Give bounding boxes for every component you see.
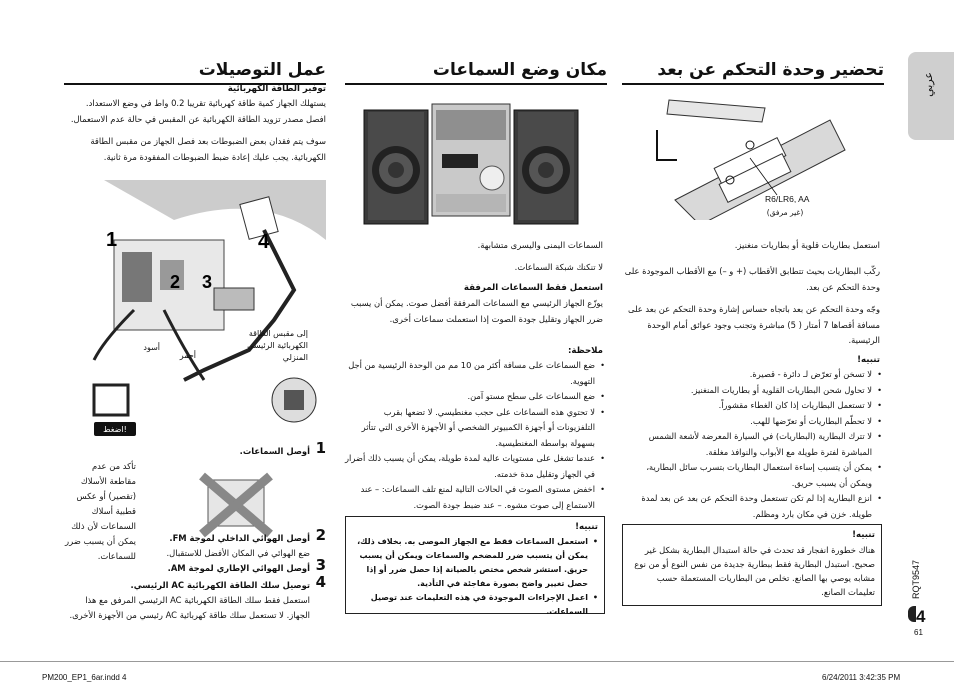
step-3 xyxy=(64,556,326,576)
step-4 xyxy=(64,573,326,623)
page-code: RQT9547 xyxy=(911,560,921,600)
speaker-heading: مكان وضع السماعات xyxy=(345,60,607,85)
step-number: 3 xyxy=(315,556,326,574)
list-item: • يمكن أن يتسبب إساءة استعمال البطاريات بتسرب سائل البطارية، ويمكن أن يسبب حريق. xyxy=(622,460,872,491)
speaker-p1: السماعات اليمنى واليسرى متشابهة. xyxy=(477,240,603,250)
stereo-system-illustration xyxy=(350,94,600,230)
list-item: • لا تترك البطارية (البطاريات) في السيارة المعرضة لأشعة الشمس المباشرة لفترة طويلة مع الأبواب والنوافذ مغلقة. xyxy=(622,429,872,460)
connections-diagram xyxy=(64,180,326,440)
remote-battery-illustration xyxy=(645,90,855,220)
list-item: • ضع السماعات على مسافة أكثر من 10 مم من الوحدة الرئيسية من أجل التهوية. xyxy=(345,358,595,389)
remote-para1: استعمل بطاريات قلوية أو بطاريات منغنيز. xyxy=(734,240,880,250)
list-item: • انزع البطارية إذا لم تكن تستعمل وحدة التحكم عن بعد عن بعد لمدة طويلة. خزن في مكان بارد ومظلم. xyxy=(622,491,872,522)
remote-heading: تحضير وحدة التحكم عن بعد xyxy=(622,60,884,85)
speaker-sub: استعمل فقط السماعات المرفقة xyxy=(463,283,603,293)
step-number: 2 xyxy=(315,526,326,544)
list-item: • استعمل السماعات فقط مع الجهاز الموصى به. بخلاف ذلك، يمكن أن يتسبب ضرر للمضخم والسماعات ويمكن أن يسبب حريق. استشر شخص مختص بالصيانة إذا حصل ضرر أو إذا حصل تغيير واضح بصورة مفاجئة في التأدية. xyxy=(346,535,588,591)
connections-heading: عمل التوصيلات xyxy=(64,60,326,85)
diagram-num-4: 4 xyxy=(258,231,270,253)
speaker-caution-title: تنبيه! xyxy=(575,522,598,532)
diagram-num-2: 2 xyxy=(170,272,181,292)
step-text: استعمل فقط سلك الطاقة الكهربائية AC الرئيسي المرفق مع هذا الجهاز. لا تستعمل سلك طاقة كهربائية AC رئيسي من الأجهزة الأخرى. xyxy=(69,595,310,620)
remote-para3: وجّه وحدة التحكم عن بعد باتجاه حساس إشارة وحدة التحكم عن بعد على مسافة أقصاها 7 أمتار ( 5) مباشرة وتجنب وجود عوائق أمام الوحدة الرئيسية. xyxy=(627,304,880,345)
remote-para2: ركّب البطاريات بحيث تتطابق الأقطاب (+ و –) مع الأقطاب الموجودة على وحدة التحكم عن بعد. xyxy=(624,266,880,292)
step-number: 1 xyxy=(315,439,326,457)
step-title: أوصل الهوائي الإطاري لموجة AM. xyxy=(167,563,310,573)
speaker-p3: يوزّع الجهاز الرئيسي مع السماعات المرفقة أفضل صوت. يمكن أن يسبب ضرر الجهاز وتقليل جودة الصوت إذا استعملت سماعات أخرى. xyxy=(350,298,603,324)
page-marker xyxy=(908,606,916,622)
section-tab-label: عربي xyxy=(922,72,935,97)
remote-note-title: تنبيه! xyxy=(857,355,880,365)
black-label: أسود xyxy=(143,343,160,352)
footer-file: PM200_EP1_6ar.indd 4 xyxy=(42,673,127,682)
remote-caution-box xyxy=(622,524,882,606)
list-item: • لا تحتوي هذه السماعات على حجب مغنطيسي. لا تضعها بقرب التلفزيونات أو أجهزة الكمبيوتر الشخصي أو الأجهزة الأخرى التي تتأثر بسهولة بواسطة المغنطيسية. xyxy=(345,405,595,452)
remote-caution-text: هناك خطورة انفجار قد تحدث في حالة استبدال البطارية بشكل غير صحيح. استبدل البطارية فقط ببطارية جديدة من نفس النوع أو من نوع مشابه يوصي بها الصانع. تخلص من البطاريات المستعملة حسب تعليمات الصانع. xyxy=(634,545,875,597)
footer-datetime: 6/24/2011 3:42:35 PM xyxy=(822,673,901,682)
list-item: • لا تحاول شحن البطاريات القلوية أو بطاريات المنغنيز. xyxy=(622,383,872,399)
mains-label: إلى مقبس الطاقة الكهربائية الرئيسي المنزلي xyxy=(247,329,308,362)
list-item: • لا تسخن أو تعرّض لـ دائرة - قصيرة. xyxy=(622,367,872,383)
click-label: اضغط! xyxy=(103,425,127,434)
step-text: ضع الهوائي في المكان الأفضل للاستقبال. xyxy=(166,548,310,558)
section-tab xyxy=(908,52,954,140)
remote-notes xyxy=(622,367,883,522)
battery-label: R6/LR6, AA xyxy=(765,194,810,204)
connections-p1: يستهلك الجهاز كمية طاقة كهربائية تقريبا 0.2 واط في وضع الاستعداد. افصل مصدر تزويد الطاقة الكهربائية عن المقبس في حالة عدم الاستعمال. xyxy=(70,98,326,124)
step-title: أوصل السماعات. xyxy=(239,446,310,456)
list-item: • اعمل الإجراءات الموجودة في هذه التعليمات عند توصيل السماعات. xyxy=(346,591,588,619)
step-title: أوصل الهوائي الداخلي لموجة FM. xyxy=(169,533,310,543)
connections-p2: سوف يتم فقدان بعض الضبوطات بعد فصل الجهاز من مقبس الطاقة الكهربائية. يجب عليك إعادة ضبط الضبوطات المفقودة مرة ثانية. xyxy=(90,136,326,162)
speaker-notes xyxy=(345,358,606,513)
speaker-caution-box xyxy=(345,516,605,614)
page-number: 4 xyxy=(916,607,926,626)
list-item: • اخفض مستوى الصوت في الحالات التالية لمنع تلف السماعات: – عند الاستماع إلى صوت مشوه. – عند ضبط جودة الصوت. xyxy=(345,482,595,513)
diagram-num-1: 1 xyxy=(106,229,118,251)
footer-rule xyxy=(0,661,954,662)
page-number-small: 61 xyxy=(914,628,923,637)
step-title: توصيل سلك الطاقة الكهربائية AC الرئيسي. xyxy=(130,580,310,590)
speaker-p2: لا تنكنك شبكة السماعات. xyxy=(514,262,603,272)
remote-caution-title: تنبيه! xyxy=(852,530,875,540)
list-item: • عندما تشغل على مستويات عالية لمدة طويلة، يمكن أن يسبب ذلك أضرار في الجهاز وتقليل مدة خدمته. xyxy=(345,451,595,482)
step-number: 4 xyxy=(315,573,326,591)
step-2 xyxy=(64,526,326,561)
step-text: تأكد من عدم مقاطعة الأسلاك (تقصير) أو عكس قطبية أسلاك السماعات لأن ذلك يمكن أن يسبب ضرر للسماعات. xyxy=(65,461,136,561)
connections-sub: توفير الطاقة الكهربائية xyxy=(227,84,326,94)
battery-sub: (غير مرفق) xyxy=(766,208,804,217)
diagram-num-3: 3 xyxy=(202,272,213,292)
list-item: • لا تستعمل البطاريات إذا كان الغطاء مقشوراً. xyxy=(622,398,872,414)
list-item: • لا تحطّم البطاريات أو تعرّضها للهب. xyxy=(622,414,872,430)
speaker-notes-title: ملاحظة: xyxy=(567,346,603,356)
list-item: • ضع السماعات على سطح مستو آمن. xyxy=(345,389,595,405)
red-label: أحمر xyxy=(179,351,196,360)
